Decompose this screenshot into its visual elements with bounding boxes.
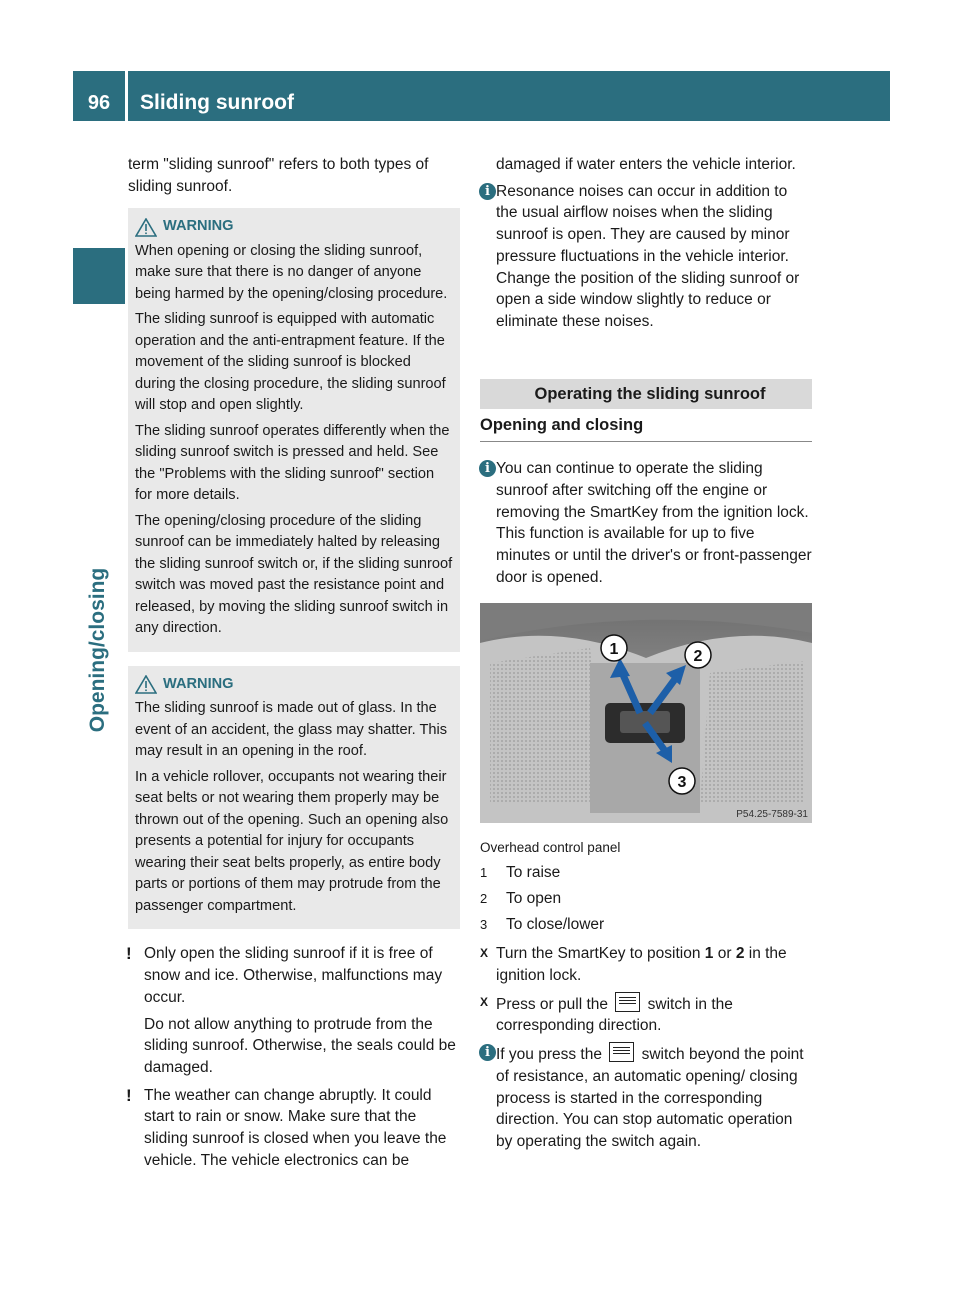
sunroof-switch-icon (609, 1042, 634, 1062)
warning-text: When opening or closing the sliding sunroof, make sure that there is no danger of anyone being harmed by the opening/closing procedure. (135, 242, 448, 302)
legend-item (480, 888, 812, 910)
caution-note-1 (128, 943, 460, 1078)
info-text: If you press the (496, 1046, 607, 1064)
warning-text: The opening/closing procedure of the sliding sunroof can be immediately halted by releasing the sliding sunroof switch or, if the sliding sunroof switch was moved past the resistance point and released, by moving the sliding sunroof switch in any direction. (135, 512, 453, 637)
step-text: or (713, 945, 736, 963)
warning-text: The sliding sunroof operates differently when the sliding sunroof switch is pressed and held. See the "Problems with the sliding sunroof" section for more details. (135, 422, 450, 504)
legend-text: To open (506, 889, 562, 907)
sunroof-switch-icon (615, 992, 640, 1012)
warning-title: WARNING (163, 218, 234, 235)
right-column (480, 154, 812, 1159)
exclamation-icon: ! (126, 944, 132, 964)
warning-text: The sliding sunroof is equipped with automatic operation and the anti-entrapment feature. If the movement of the sliding sunroof is blocked during the closing procedure, the sliding sunroof will stop and open slightly. (135, 311, 446, 414)
info-note-2 (480, 458, 812, 588)
info-note-3 (480, 1042, 812, 1153)
warning-box-1 (128, 208, 460, 652)
info-text: Resonance noises can occur in addition to the usual airflow noises when the sliding sunroof is open. They are caused by minor pressure fluctuations in the vehicle interior. Change the position of the sliding sunroof or open a side window slightly to reduce or eliminate these noises. (496, 182, 800, 330)
subheading: Opening and closing (480, 415, 812, 443)
instruction-step-2 (480, 992, 812, 1037)
warning-triangle-icon (135, 218, 157, 237)
step-arrow-icon: X (480, 946, 489, 961)
position-1: 1 (704, 945, 714, 963)
exclamation-icon: ! (126, 1085, 132, 1105)
position-2: 2 (735, 945, 745, 963)
side-tab (86, 535, 110, 765)
caution-note-2 (128, 1085, 460, 1172)
side-tab-label: Opening/closing (86, 567, 109, 733)
step-text: switch in the corresponding direction. (496, 995, 733, 1035)
page-number: 96 (87, 92, 111, 114)
figure-caption: Overhead control panel (480, 839, 621, 855)
callout-1: 1 (609, 640, 619, 658)
legend-number: 2 (480, 890, 488, 906)
intro-text: term "sliding sunroof" refers to both types of sliding sunroof. (128, 156, 429, 195)
note-text: Do not allow anything to protrude from the sliding sunroof. Otherwise, the seals could be damaged. (144, 1015, 456, 1076)
legend-text: To raise (506, 864, 561, 882)
info-note-1 (480, 181, 812, 333)
step-text: Press or pull the (496, 995, 613, 1013)
panel-illustration (480, 603, 812, 823)
info-icon: i (479, 183, 496, 200)
legend-item (480, 914, 812, 936)
legend-item (480, 862, 812, 884)
header-separator (125, 71, 128, 121)
callout-3: 3 (677, 773, 687, 791)
overhead-control-panel-image (480, 603, 812, 823)
warning-heading (135, 674, 453, 696)
info-text: switch beyond the point of resistance, an automatic opening/ closing process is started in the corresponding direction. You can stop automatic operation by operating the switch again. (496, 1046, 804, 1150)
side-marker (73, 248, 125, 304)
warning-heading (135, 216, 453, 238)
continued-text: damaged if water enters the vehicle interior. (496, 156, 796, 173)
callout-2: 2 (693, 647, 703, 665)
step-arrow-icon: X (480, 994, 489, 1009)
legend-number: 1 (480, 865, 488, 881)
info-text: You can continue to operate the sliding sunroof after switching off the engine or removing the SmartKey from the ignition lock. This function is available for up to five minutes or until the driver's or front-passenger door is opened. (496, 460, 812, 586)
section-title: Operating the sliding sunroof (480, 379, 812, 409)
warning-title: WARNING (163, 675, 234, 692)
instruction-step-1 (480, 943, 812, 986)
legend-text: To close/lower (506, 915, 605, 933)
step-text: Turn the SmartKey to position (496, 945, 705, 963)
note-text: The weather can change abruptly. It could start to rain or snow. Make sure that the sliding sunroof is closed when you leave the vehicle. The vehicle electronics can be (144, 1086, 447, 1169)
info-icon: i (479, 460, 496, 477)
note-text: Only open the sliding sunroof if it is free of snow and ice. Otherwise, malfunctions may occur. (144, 945, 443, 1006)
page-title: Sliding sunroof (140, 91, 294, 114)
warning-box-2 (128, 666, 460, 930)
figure-code: P54.25-7589-31 (736, 808, 808, 820)
legend-number: 3 (480, 916, 488, 932)
warning-text: The sliding sunroof is made out of glass. In the event of an accident, the glass may shatter. This may result in an opening in the roof. (135, 700, 448, 760)
info-icon: i (479, 1044, 496, 1061)
left-column (128, 154, 460, 1177)
warning-text: In a vehicle rollover, occupants not wearing their seat belts or not wearing them properly may be thrown out of the opening. Such an opening also presents a potential for injury for occupants wearing their seat belts properly, as entire body parts or portions of them may protrude from the passenger compartment. (135, 768, 449, 914)
step-text: in the ignition lock. (496, 945, 787, 985)
warning-triangle-icon (135, 675, 157, 694)
